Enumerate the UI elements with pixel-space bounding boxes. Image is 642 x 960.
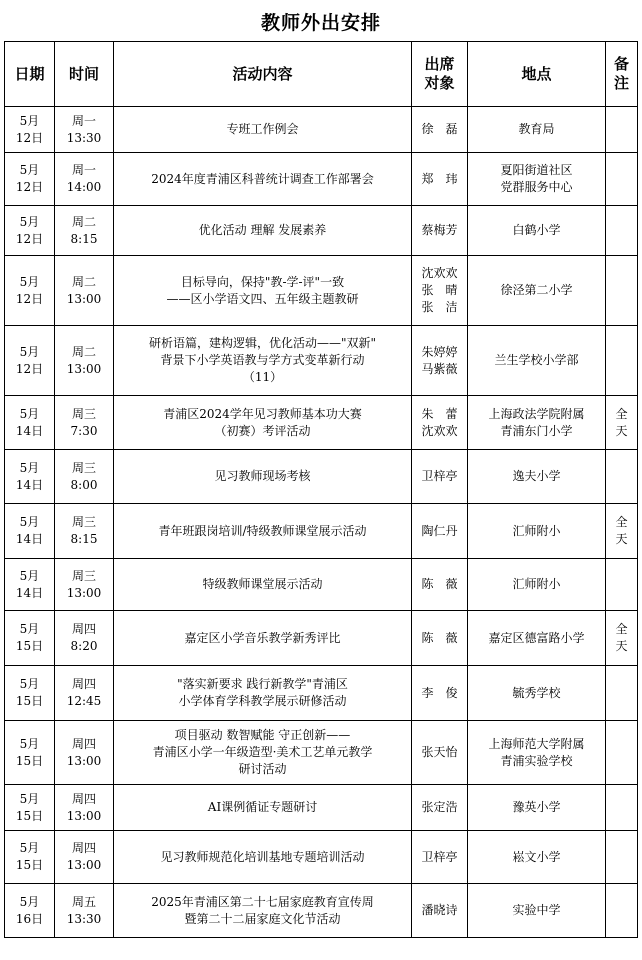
row-date: 5月 15日 bbox=[5, 721, 55, 785]
page-title: 教师外出安排 bbox=[260, 12, 381, 34]
header-content: 活动内容 bbox=[114, 42, 412, 107]
row-time: 周四 12:45 bbox=[55, 666, 114, 721]
row-place: 兰生学校小学部 bbox=[468, 326, 606, 396]
row-place: 崧文小学 bbox=[468, 831, 606, 884]
row-date: 5月 12日 bbox=[5, 256, 55, 326]
table-row bbox=[5, 884, 638, 938]
table-row bbox=[5, 785, 638, 831]
header-attendee: 出席 对象 bbox=[412, 42, 468, 107]
row-content: 优化活动 理解 发展素养 bbox=[114, 206, 412, 256]
table-row bbox=[5, 831, 638, 884]
row-note bbox=[606, 450, 638, 504]
table-row bbox=[5, 559, 638, 611]
row-time: 周四 13:00 bbox=[55, 785, 114, 831]
row-note bbox=[606, 721, 638, 785]
header-note: 备 注 bbox=[606, 42, 638, 107]
row-place: 白鹤小学 bbox=[468, 206, 606, 256]
row-note bbox=[606, 666, 638, 721]
row-time: 周三 7:30 bbox=[55, 396, 114, 450]
header-date: 日期 bbox=[5, 42, 55, 107]
row-content: "落实新要求 践行新教学"青浦区 小学体育学科教学展示研修活动 bbox=[114, 666, 412, 721]
row-place: 教育局 bbox=[468, 107, 606, 153]
row-date: 5月 12日 bbox=[5, 107, 55, 153]
row-content: 2025年青浦区第二十七届家庭教育宣传周 暨第二十二届家庭文化节活动 bbox=[114, 884, 412, 938]
table-row bbox=[5, 450, 638, 504]
row-date: 5月 12日 bbox=[5, 206, 55, 256]
row-note: 全 天 bbox=[606, 611, 638, 666]
row-time: 周四 8:20 bbox=[55, 611, 114, 666]
row-time: 周二 8:15 bbox=[55, 206, 114, 256]
row-place: 豫英小学 bbox=[468, 785, 606, 831]
row-note bbox=[606, 831, 638, 884]
row-time: 周四 13:00 bbox=[55, 831, 114, 884]
row-time: 周三 8:00 bbox=[55, 450, 114, 504]
table-row bbox=[5, 107, 638, 153]
row-content: 目标导向，保持"教-学-评"一致 ——区小学语文四、五年级主题教研 bbox=[114, 256, 412, 326]
row-date: 5月 15日 bbox=[5, 611, 55, 666]
row-attendee: 陈 薇 bbox=[412, 611, 468, 666]
row-place: 毓秀学校 bbox=[468, 666, 606, 721]
row-content: 特级教师课堂展示活动 bbox=[114, 559, 412, 611]
row-note: 全 天 bbox=[606, 396, 638, 450]
row-attendee: 李 俊 bbox=[412, 666, 468, 721]
row-place: 徐泾第二小学 bbox=[468, 256, 606, 326]
table-row bbox=[5, 666, 638, 721]
row-content: 青浦区2024学年见习教师基本功大赛 （初赛）考评活动 bbox=[114, 396, 412, 450]
table-row bbox=[5, 326, 638, 396]
row-attendee: 朱 蕾 沈欢欢 bbox=[412, 396, 468, 450]
row-attendee: 张天怡 bbox=[412, 721, 468, 785]
row-attendee: 张定浩 bbox=[412, 785, 468, 831]
row-attendee: 陈 薇 bbox=[412, 559, 468, 611]
row-attendee: 郑 玮 bbox=[412, 153, 468, 206]
row-note bbox=[606, 256, 638, 326]
row-date: 5月 14日 bbox=[5, 504, 55, 559]
row-place: 嘉定区德富路小学 bbox=[468, 611, 606, 666]
row-content: 嘉定区小学音乐教学新秀评比 bbox=[114, 611, 412, 666]
row-date: 5月 14日 bbox=[5, 396, 55, 450]
row-time: 周二 13:00 bbox=[55, 256, 114, 326]
row-time: 周三 13:00 bbox=[55, 559, 114, 611]
row-attendee: 陶仁丹 bbox=[412, 504, 468, 559]
row-date: 5月 14日 bbox=[5, 450, 55, 504]
row-note bbox=[606, 785, 638, 831]
row-place: 逸夫小学 bbox=[468, 450, 606, 504]
row-time: 周二 13:00 bbox=[55, 326, 114, 396]
row-content: 青年班跟岗培训/特级教师课堂展示活动 bbox=[114, 504, 412, 559]
row-note bbox=[606, 206, 638, 256]
row-content: 2024年度青浦区科普统计调查工作部署会 bbox=[114, 153, 412, 206]
row-note bbox=[606, 884, 638, 938]
row-time: 周一 13:30 bbox=[55, 107, 114, 153]
row-content: 见习教师规范化培训基地专题培训活动 bbox=[114, 831, 412, 884]
schedule-body bbox=[5, 107, 638, 938]
row-attendee: 徐 磊 bbox=[412, 107, 468, 153]
row-note: 全 天 bbox=[606, 504, 638, 559]
row-note bbox=[606, 153, 638, 206]
table-row bbox=[5, 206, 638, 256]
row-attendee: 朱婷婷 马紫薇 bbox=[412, 326, 468, 396]
table-row bbox=[5, 504, 638, 559]
row-date: 5月 16日 bbox=[5, 884, 55, 938]
row-attendee: 卫梓亭 bbox=[412, 450, 468, 504]
row-note bbox=[606, 107, 638, 153]
schedule-table bbox=[4, 41, 638, 938]
row-time: 周一 14:00 bbox=[55, 153, 114, 206]
header-row bbox=[5, 42, 638, 107]
row-place: 实验中学 bbox=[468, 884, 606, 938]
row-content: 见习教师现场考核 bbox=[114, 450, 412, 504]
row-content: AI课例循证专题研讨 bbox=[114, 785, 412, 831]
table-row bbox=[5, 153, 638, 206]
row-place: 汇师附小 bbox=[468, 504, 606, 559]
row-date: 5月 15日 bbox=[5, 785, 55, 831]
row-place: 汇师附小 bbox=[468, 559, 606, 611]
row-date: 5月 12日 bbox=[5, 153, 55, 206]
table-row bbox=[5, 611, 638, 666]
row-content: 专班工作例会 bbox=[114, 107, 412, 153]
table-row bbox=[5, 721, 638, 785]
row-note bbox=[606, 559, 638, 611]
table-row bbox=[5, 396, 638, 450]
row-date: 5月 15日 bbox=[5, 666, 55, 721]
row-attendee: 沈欢欢 张 晴 张 洁 bbox=[412, 256, 468, 326]
row-date: 5月 15日 bbox=[5, 831, 55, 884]
row-place: 上海政法学院附属 青浦东门小学 bbox=[468, 396, 606, 450]
row-time: 周三 8:15 bbox=[55, 504, 114, 559]
row-time: 周四 13:00 bbox=[55, 721, 114, 785]
row-place: 夏阳街道社区 党群服务中心 bbox=[468, 153, 606, 206]
row-date: 5月 12日 bbox=[5, 326, 55, 396]
row-attendee: 蔡梅芳 bbox=[412, 206, 468, 256]
row-content: 项目驱动 数智赋能 守正创新—— 青浦区小学一年级造型·美术工艺单元教学 研讨活动 bbox=[114, 721, 412, 785]
row-time: 周五 13:30 bbox=[55, 884, 114, 938]
row-date: 5月 14日 bbox=[5, 559, 55, 611]
row-attendee: 卫梓亭 bbox=[412, 831, 468, 884]
table-row bbox=[5, 256, 638, 326]
header-place: 地点 bbox=[468, 42, 606, 107]
row-place: 上海师范大学附属 青浦实验学校 bbox=[468, 721, 606, 785]
row-note bbox=[606, 326, 638, 396]
header-time: 时间 bbox=[55, 42, 114, 107]
row-content: 研析语篇，建构逻辑，优化活动——"双新" 背景下小学英语教与学方式变革新行动 （11） bbox=[114, 326, 412, 396]
row-attendee: 潘晓诗 bbox=[412, 884, 468, 938]
